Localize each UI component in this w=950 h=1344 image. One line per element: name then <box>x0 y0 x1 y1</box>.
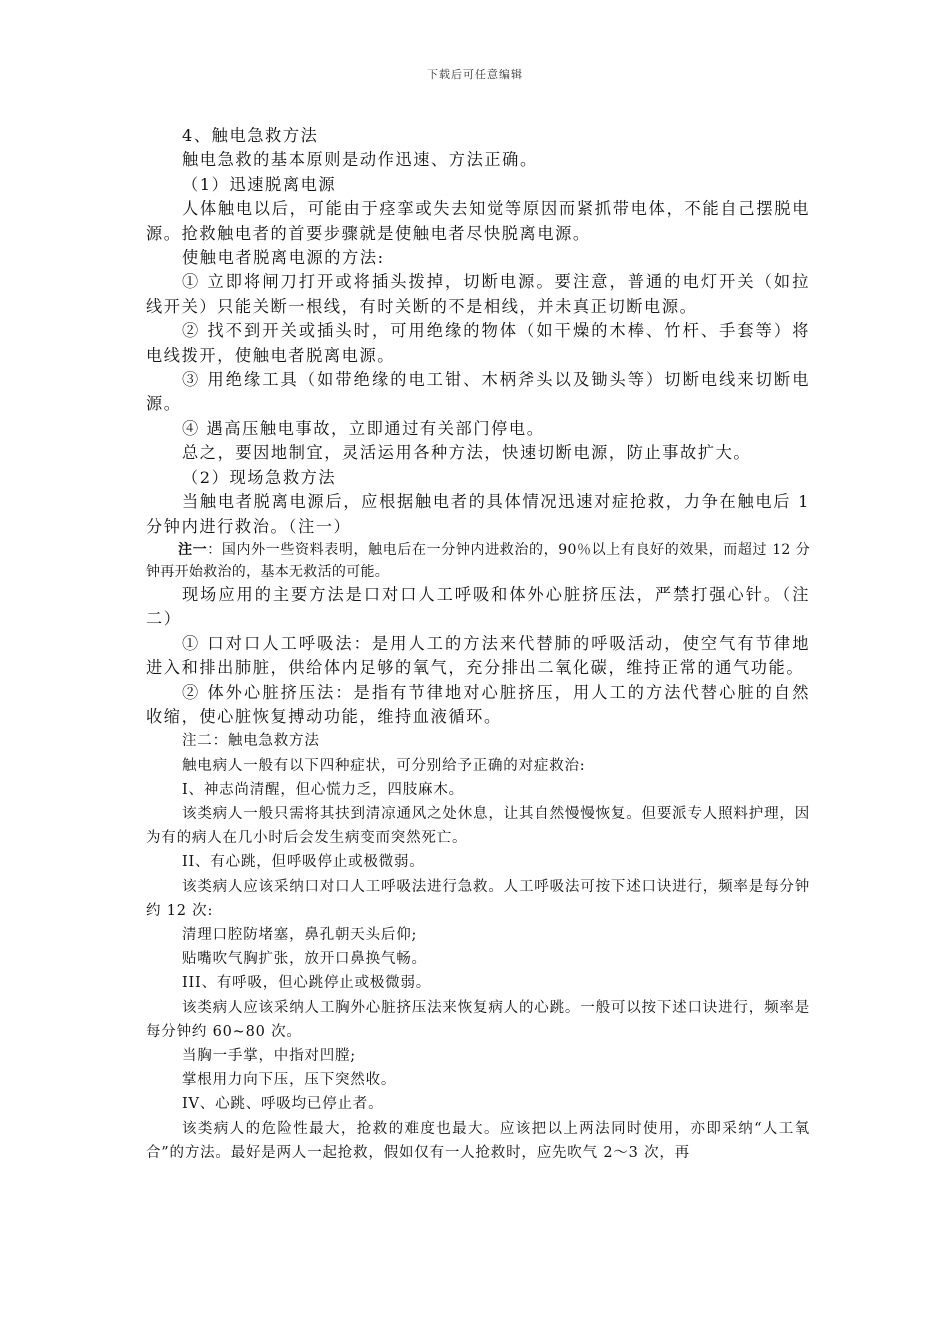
symptom-item: I、神志尚清醒，但心慌力乏，四肢麻木。 <box>182 781 464 798</box>
mnemonic-line: 掌根用力向下压，压下突然收。 <box>182 1072 397 1089</box>
mnemonic-line: 当胸一手掌，中指对凹膛; <box>182 1047 356 1064</box>
list-item: ② 找不到开关或插头时，可用绝缘的物体（如干燥的木棒、竹杆、手套等）将电线拨开，使触电者脱离电源。 <box>146 321 810 365</box>
paragraph: 当触电者脱离电源后，应根据触电者的具体情况迅速对症抢救，力争在触电后 1 分钟内进行救治。（注一） <box>146 492 810 536</box>
page-header: 下载后可任意编辑 <box>427 68 523 81</box>
footnote-text: ：国内外一些资料表明，触电后在一分钟内进救治的，90％以上有良好的效果，而超过 12 分钟再开始救治的，基本无救活的可能。 <box>146 541 810 580</box>
subsection-heading: （2）现场急救方法 <box>182 467 337 487</box>
list-item: ① 立即将闸刀打开或将插头拨掉，切断电源。要注意，普通的电灯开关（如拉线开关）只能关断一根线，有时关断的不是相线，并未真正切断电源。 <box>146 272 810 316</box>
symptom-item: IV、心跳、呼吸均已停止者。 <box>182 1096 384 1113</box>
footnote-label: 注一 <box>178 541 208 558</box>
mnemonic-line: 贴嘴吹气胸扩张，放开口鼻换气畅。 <box>182 951 427 968</box>
note2-paragraph: 该类病人一般只需将其扶到清凉通风之处休息，让其自然慢慢恢复。但要派专人照料护理，因为有的病人在几小时后会发生病变而突然死亡。 <box>146 805 810 847</box>
symptom-item: II、有心跳，但呼吸停止或极微弱。 <box>182 854 425 871</box>
subsection-heading: （1）迅速脱离电源 <box>182 174 337 194</box>
paragraph: 触电急救的基本原则是动作迅速、方法正确。 <box>182 150 538 170</box>
paragraph: 总之，要因地制宜，灵活运用各种方法，快速切断电源，防止事故扩大。 <box>182 443 752 463</box>
list-item: ① 口对口人工呼吸法：是用人工的方法来代替肺的呼吸活动，使空气有节律地进入和排出肺脏，供给体内足够的氧气，充分排出二氧化碳，维持正常的通气功能。 <box>146 633 810 678</box>
section-heading: 4、触电急救方法 <box>182 126 319 145</box>
list-item: ② 体外心脏挤压法：是指有节律地对心脏挤压，用人工的方法代替心脏的自然收缩，使心脏恢复搏动功能，维持血液循环。 <box>146 682 810 726</box>
note2-paragraph: 该类病人应该采纳口对口人工呼吸法进行急救。人工呼吸法可按下述口诀进行，频率是每分钟约 12 次: <box>146 878 810 919</box>
document-body <box>146 124 810 1165</box>
list-item: ③ 用绝缘工具（如带绝缘的电工钳、木柄斧头以及锄头等）切断电线来切断电源。 <box>146 370 810 414</box>
footnote-1 <box>146 539 810 583</box>
symptom-item: III、有呼吸，但心跳停止或极微弱。 <box>182 975 432 992</box>
paragraph: 人体触电以后，可能由于痉挛或失去知觉等原因而紧抓带电体，不能自己摆脱电源。抢救触电者的首要步骤就是使触电者尽快脱离电源。 <box>146 199 810 243</box>
list-item: ④ 遇高压触电事故，立即通过有关部门停电。 <box>182 418 545 438</box>
note2-paragraph: 触电病人一般有以下四种症状，可分别给予正确的对症救治: <box>182 757 586 774</box>
note2-heading: 注二：触电急救方法 <box>182 733 320 750</box>
paragraph: 使触电者脱离电源的方法: <box>182 248 385 268</box>
note2-paragraph: 该类病人的危险性最大，抢救的难度也最大。应该把以上两法同时使用，亦即采纳“人工氧合”的方法。最好是两人一起抢救，假如仅有一人抢救时，应先吹气 2～3 次，再 <box>146 1120 810 1161</box>
paragraph: 现场应用的主要方法是口对口人工呼吸和体外心脏挤压法，严禁打强心针。（注二） <box>146 584 810 629</box>
note2-paragraph: 该类病人应该采纳人工胸外心脏挤压法来恢复病人的心跳。一般可以按下述口诀进行，频率是每分钟约 60~80 次。 <box>146 999 810 1040</box>
mnemonic-line: 清理口腔防堵塞，鼻孔朝天头后仰; <box>182 926 418 943</box>
